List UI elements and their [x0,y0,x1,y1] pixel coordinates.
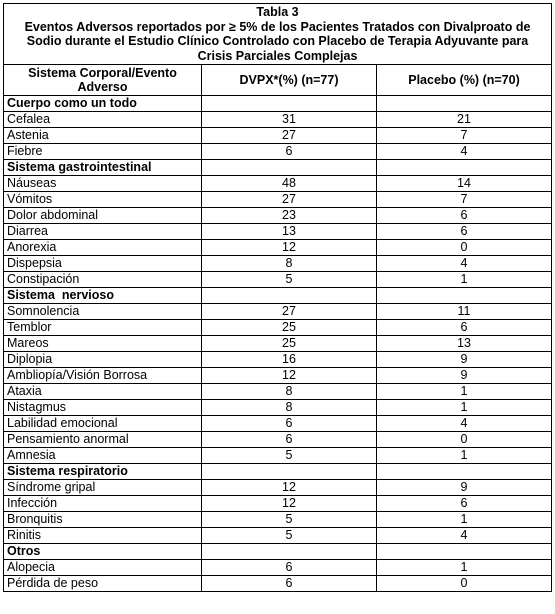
event-cell: Bronquitis [4,512,202,528]
placebo-value: 1 [377,560,552,576]
dvpx-value: 13 [202,224,377,240]
event-cell: Labilidad emocional [4,416,202,432]
event-cell: Temblor [4,320,202,336]
dvpx-value: 8 [202,384,377,400]
dvpx-value: 12 [202,240,377,256]
event-cell: Ambliopía/Visión Borrosa [4,368,202,384]
event-cell: Pensamiento anormal [4,432,202,448]
placebo-value: 11 [377,304,552,320]
section-empty-cell [202,464,377,480]
table-row [4,176,552,192]
dvpx-value: 25 [202,336,377,352]
placebo-value: 6 [377,320,552,336]
event-cell: Dispepsia [4,256,202,272]
dvpx-value: 12 [202,368,377,384]
dvpx-value: 5 [202,512,377,528]
event-cell: Diarrea [4,224,202,240]
placebo-value: 13 [377,336,552,352]
placebo-value: 4 [377,528,552,544]
table-row [4,400,552,416]
table-row [4,336,552,352]
header-dvpx: DVPX*(%) (n=77) [202,65,377,96]
dvpx-value: 6 [202,560,377,576]
table-caption [4,4,552,65]
table-title: Tabla 3 [256,5,299,19]
placebo-value: 9 [377,352,552,368]
table-row [4,480,552,496]
table-row [4,512,552,528]
placebo-value: 1 [377,448,552,464]
placebo-value: 7 [377,192,552,208]
section-row [4,288,552,304]
dvpx-value: 31 [202,112,377,128]
section-name: Sistema nervioso [4,288,202,304]
event-cell: Infección [4,496,202,512]
event-cell: Somnolencia [4,304,202,320]
table-row [4,224,552,240]
section-empty-cell [377,160,552,176]
section-empty-cell [377,288,552,304]
placebo-value: 4 [377,256,552,272]
event-cell: Pérdida de peso [4,576,202,592]
placebo-value: 0 [377,576,552,592]
table-row [4,256,552,272]
placebo-value: 7 [377,128,552,144]
table-row [4,128,552,144]
dvpx-value: 16 [202,352,377,368]
event-cell: Diplopia [4,352,202,368]
table-row [4,272,552,288]
table-row [4,208,552,224]
dvpx-value: 12 [202,480,377,496]
table-row [4,496,552,512]
dvpx-value: 6 [202,432,377,448]
table-row [4,432,552,448]
table-row [4,240,552,256]
event-cell: Vómitos [4,192,202,208]
table-row [4,560,552,576]
dvpx-value: 23 [202,208,377,224]
table-subtitle: Eventos Adversos reportados por ≥ 5% de los Pacientes Tratados con Divalproato de Sodio durante el Estudio Clínico Controlado con Placebo de Terapia Adyuvante para Crisis Parciales Complejas [24,19,531,63]
placebo-value: 6 [377,224,552,240]
placebo-value: 4 [377,144,552,160]
header-row [4,65,552,96]
event-cell: Nistagmus [4,400,202,416]
event-cell: Amnesia [4,448,202,464]
section-row [4,96,552,112]
section-name: Sistema respiratorio [4,464,202,480]
event-cell: Alopecia [4,560,202,576]
adverse-events-table [3,3,552,592]
section-empty-cell [377,96,552,112]
placebo-value: 9 [377,368,552,384]
event-cell: Rinitis [4,528,202,544]
event-cell: Cefalea [4,112,202,128]
header-system: Sistema Corporal/Evento Adverso [4,65,202,96]
section-empty-cell [377,464,552,480]
placebo-value: 21 [377,112,552,128]
event-cell: Mareos [4,336,202,352]
section-empty-cell [202,160,377,176]
section-name: Sistema gastrointestinal [4,160,202,176]
table-row [4,192,552,208]
section-row [4,160,552,176]
event-cell: Astenia [4,128,202,144]
section-name: Otros [4,544,202,560]
header-placebo: Placebo (%) (n=70) [377,65,552,96]
dvpx-value: 5 [202,448,377,464]
placebo-value: 9 [377,480,552,496]
event-cell: Dolor abdominal [4,208,202,224]
section-row [4,544,552,560]
dvpx-value: 48 [202,176,377,192]
event-cell: Síndrome gripal [4,480,202,496]
dvpx-value: 8 [202,256,377,272]
dvpx-value: 27 [202,192,377,208]
section-name: Cuerpo como un todo [4,96,202,112]
dvpx-value: 6 [202,144,377,160]
placebo-value: 6 [377,208,552,224]
dvpx-value: 6 [202,576,377,592]
placebo-value: 1 [377,272,552,288]
caption-row [4,4,552,65]
dvpx-value: 6 [202,416,377,432]
dvpx-value: 5 [202,272,377,288]
placebo-value: 4 [377,416,552,432]
section-empty-cell [202,544,377,560]
table-row [4,416,552,432]
placebo-value: 0 [377,240,552,256]
dvpx-value: 12 [202,496,377,512]
table-row [4,304,552,320]
placebo-value: 1 [377,512,552,528]
section-empty-cell [202,288,377,304]
section-empty-cell [377,544,552,560]
event-cell: Náuseas [4,176,202,192]
dvpx-value: 25 [202,320,377,336]
event-cell: Anorexia [4,240,202,256]
event-cell: Ataxia [4,384,202,400]
section-empty-cell [202,96,377,112]
section-row [4,464,552,480]
table-row [4,320,552,336]
placebo-value: 14 [377,176,552,192]
table-row [4,352,552,368]
table-row [4,528,552,544]
event-cell: Constipación [4,272,202,288]
table-row [4,576,552,592]
event-cell: Fiebre [4,144,202,160]
placebo-value: 6 [377,496,552,512]
table-row [4,368,552,384]
table-row [4,448,552,464]
dvpx-value: 27 [202,128,377,144]
placebo-value: 0 [377,432,552,448]
table-row [4,384,552,400]
dvpx-value: 27 [202,304,377,320]
placebo-value: 1 [377,400,552,416]
table-row [4,112,552,128]
placebo-value: 1 [377,384,552,400]
dvpx-value: 8 [202,400,377,416]
table-row [4,144,552,160]
dvpx-value: 5 [202,528,377,544]
